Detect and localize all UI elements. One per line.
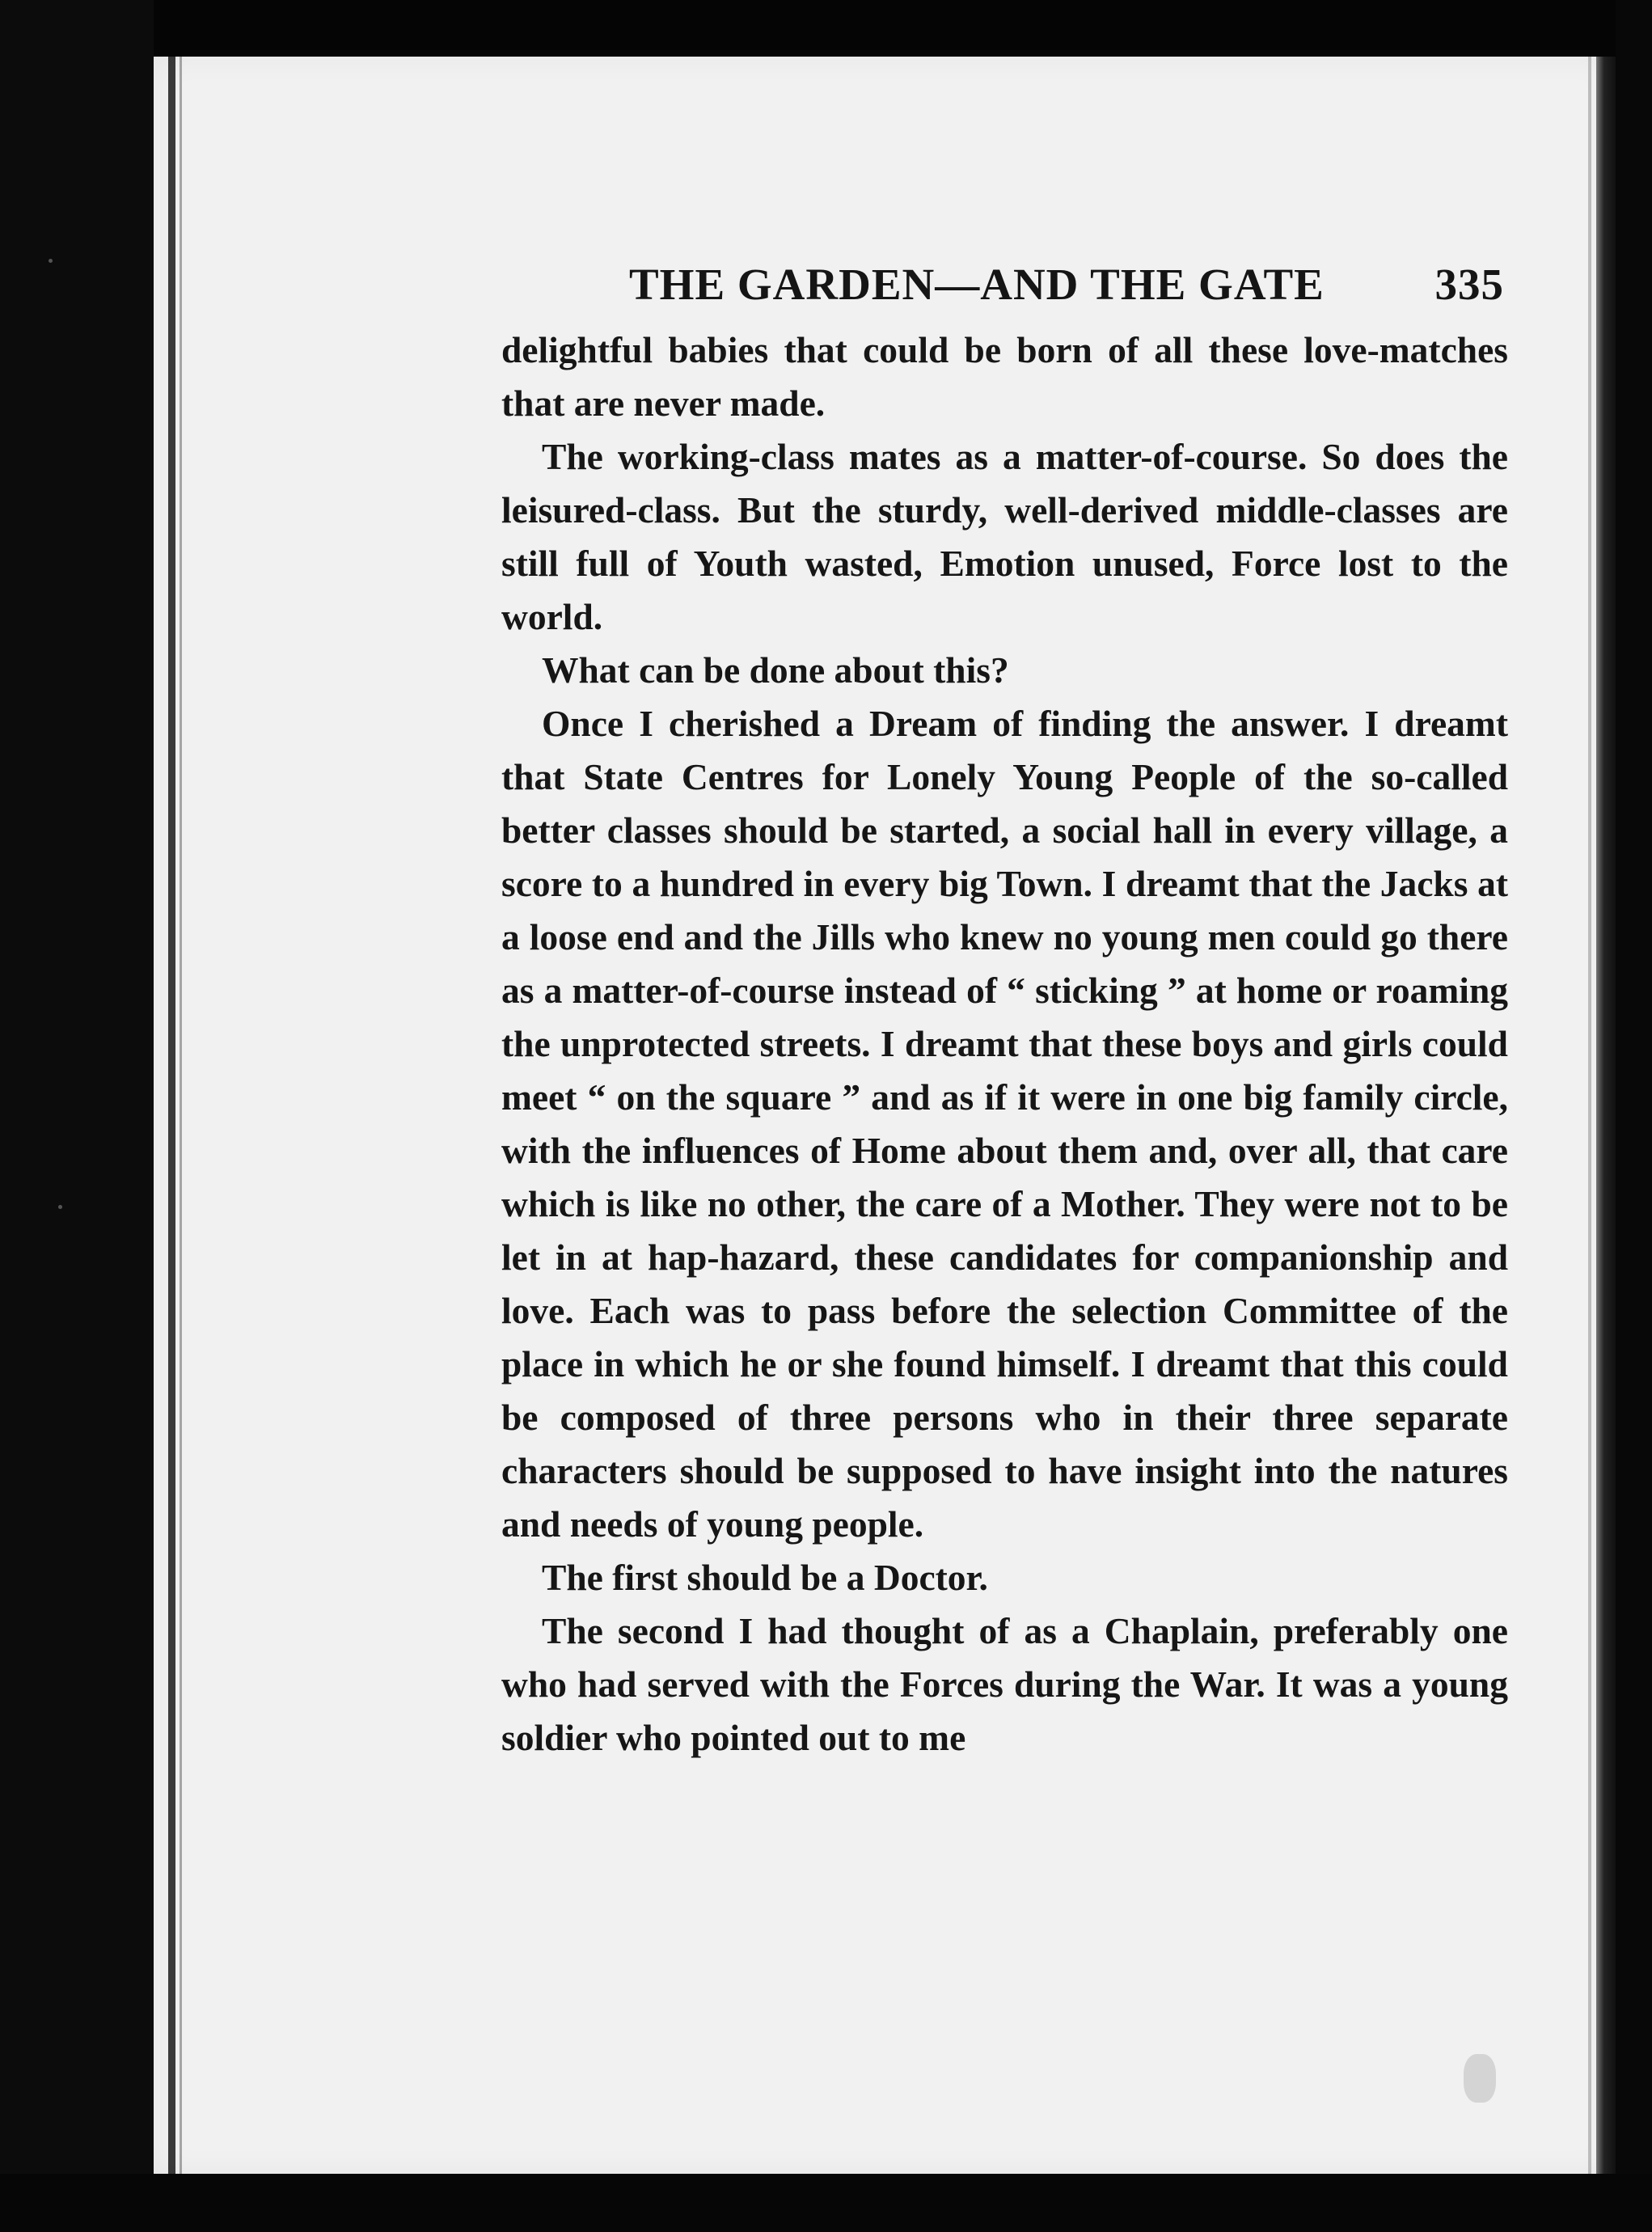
scan-left-border (0, 0, 154, 2232)
scan-top-border (0, 0, 1652, 57)
page-number: 335 (1434, 260, 1504, 309)
paragraph: The second I had thought of as a Chaplain, preferably one who had served with the Forces during the War. It was a young soldier who pointed out to me (501, 1610, 1508, 1758)
page-gutter-line-secondary (180, 57, 182, 2174)
page-header (477, 202, 1504, 309)
scan-smudge (1464, 2054, 1496, 2103)
scan-speck (49, 259, 53, 263)
scan-bottom-border (0, 2174, 1652, 2232)
paragraph: The first should be a Doctor. (542, 1557, 988, 1598)
scan-right-border (1616, 0, 1652, 2232)
body-text (501, 323, 1508, 1765)
page-right-edge-line (1588, 57, 1591, 2174)
book-page (154, 57, 1616, 2174)
page-gutter-line (168, 57, 175, 2174)
paragraph: Once I cherished a Dream of finding the answer. I dreamt that State Centres for Lonely Young People of the so-called better classes should be started, a social hall in every village, a score to a hundred in every big Town. I dreamt that the Jacks at a loose end and the Jills who knew no young men could go there as a matter-of-course instead of “ sticking ” at home or roaming the unprotected streets. I dreamt that these boys and girls could meet “ on the square ” and as if it were in one big family circle, with the influences of Home about them and, over all, that care which is like no other, the care of a Mother. They were not to be let in at hap-hazard, these candidates for companionship and love. Each was to pass before the selection Committee of the place in which he or she found himself. I dreamt that this could be composed of three persons who in their three separate characters should be supposed to have insight into the natures and needs of young people. (501, 703, 1508, 1545)
paragraph: What can be done about this? (542, 649, 1009, 691)
paragraph: The working-class mates as a matter-of-course. So does the leisured-class. But the sturdy, well-derived middle-classes are still full of Youth wasted, Emotion unused, Force lost to the world. (501, 436, 1508, 637)
page-right-edge (1596, 57, 1616, 2174)
paragraph: delightful babies that could be born of all these love-matches that are never made. (501, 329, 1508, 424)
running-head: THE GARDEN—AND THE GATE (629, 260, 1325, 309)
scan-speck (58, 1205, 62, 1209)
